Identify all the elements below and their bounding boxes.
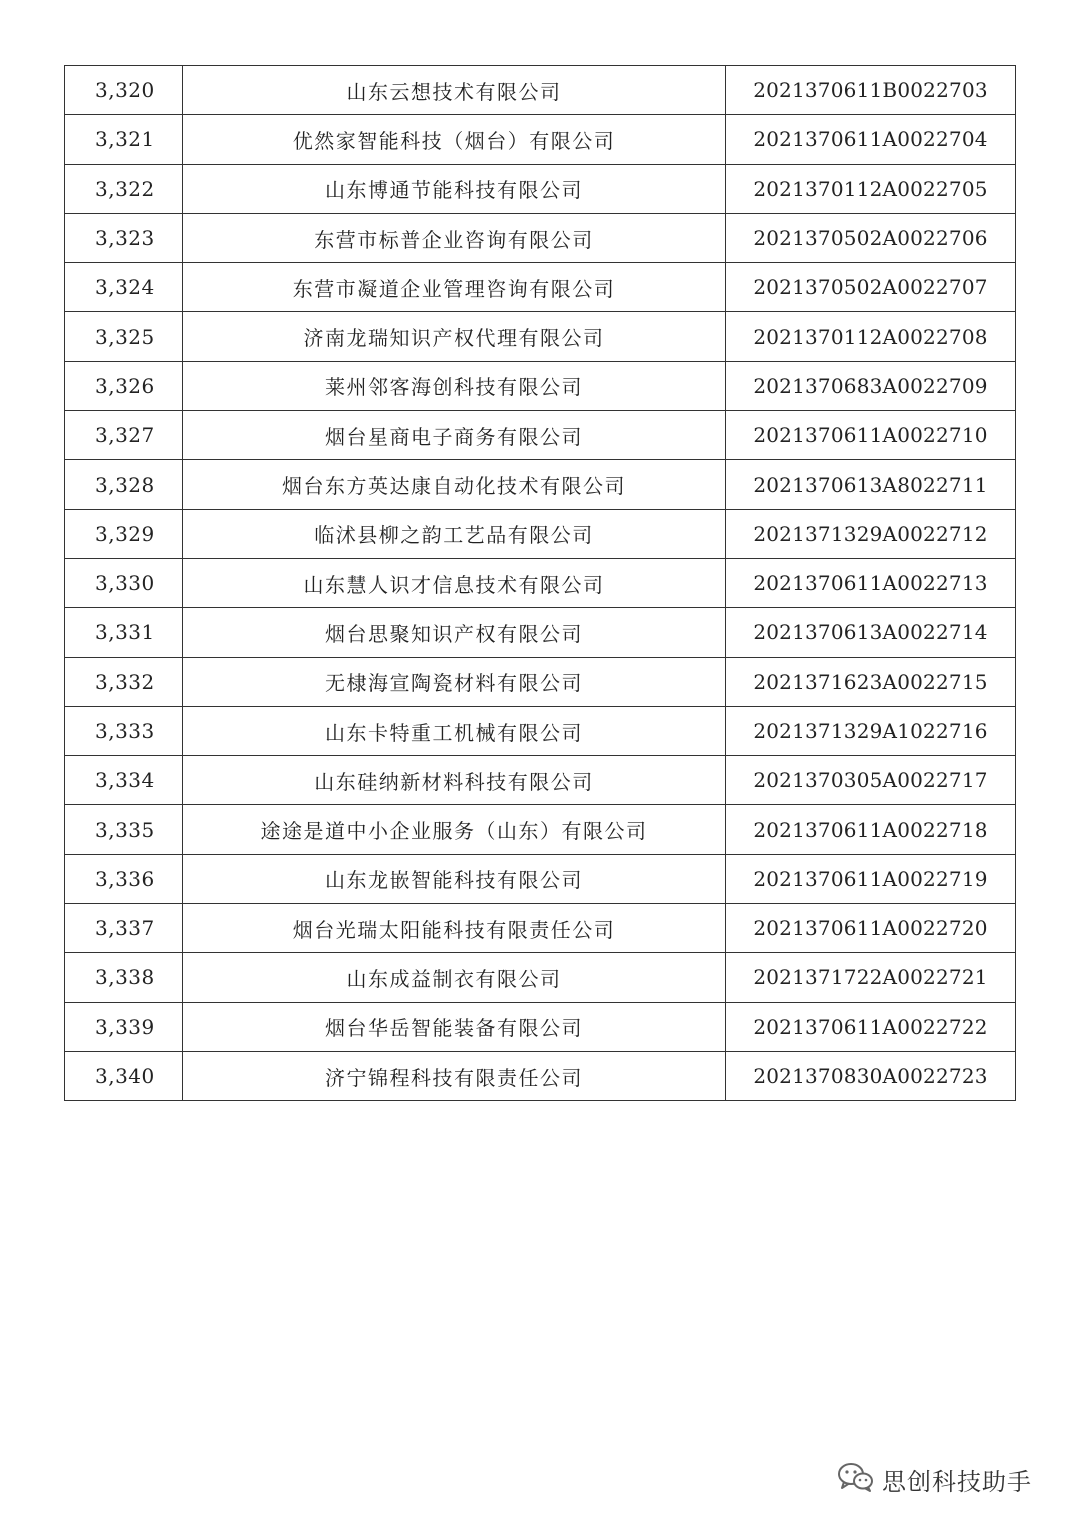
table-row [65, 115, 1016, 164]
company-name: 烟台思聚知识产权有限公司 [183, 608, 726, 657]
company-name: 山东卡特重工机械有限公司 [183, 706, 726, 755]
registration-code: 2021370611A0022718 [726, 805, 1016, 854]
registration-code: 2021371329A1022716 [726, 706, 1016, 755]
table-row [65, 312, 1016, 361]
company-name: 山东龙嵌智能科技有限公司 [183, 854, 726, 903]
row-number: 3,325 [65, 312, 183, 361]
registration-code: 2021371623A0022715 [726, 657, 1016, 706]
registration-code: 2021371722A0022721 [726, 953, 1016, 1002]
row-number: 3,330 [65, 558, 183, 607]
company-name: 东营市凝道企业管理咨询有限公司 [183, 263, 726, 312]
row-number: 3,326 [65, 361, 183, 410]
company-name: 山东硅纳新材料科技有限公司 [183, 756, 726, 805]
row-number: 3,328 [65, 460, 183, 509]
company-name: 济南龙瑞知识产权代理有限公司 [183, 312, 726, 361]
company-name: 山东慧人识才信息技术有限公司 [183, 558, 726, 607]
table-row [65, 706, 1016, 755]
row-number: 3,331 [65, 608, 183, 657]
company-name: 无棣海宣陶瓷材料有限公司 [183, 657, 726, 706]
company-name: 优然家智能科技（烟台）有限公司 [183, 115, 726, 164]
table-row [65, 1051, 1016, 1100]
company-name: 烟台华岳智能装备有限公司 [183, 1002, 726, 1051]
company-name: 烟台东方英达康自动化技术有限公司 [183, 460, 726, 509]
row-number: 3,332 [65, 657, 183, 706]
registration-code: 2021370611A0022710 [726, 411, 1016, 460]
row-number: 3,339 [65, 1002, 183, 1051]
company-name: 山东博通节能科技有限公司 [183, 164, 726, 213]
company-name: 山东成益制衣有限公司 [183, 953, 726, 1002]
company-name: 临沭县柳之韵工艺品有限公司 [183, 509, 726, 558]
table-row [65, 805, 1016, 854]
registration-code: 2021370502A0022706 [726, 213, 1016, 262]
watermark [836, 1459, 1032, 1499]
table-row [65, 263, 1016, 312]
registration-code: 2021370112A0022708 [726, 312, 1016, 361]
registration-code: 2021370305A0022717 [726, 756, 1016, 805]
table-row [65, 411, 1016, 460]
table-row [65, 904, 1016, 953]
row-number: 3,320 [65, 66, 183, 115]
table-row [65, 558, 1016, 607]
row-number: 3,336 [65, 854, 183, 903]
table-row [65, 164, 1016, 213]
table-row [65, 657, 1016, 706]
row-number: 3,322 [65, 164, 183, 213]
table-row [65, 953, 1016, 1002]
company-name: 烟台星商电子商务有限公司 [183, 411, 726, 460]
registration-code: 2021371329A0022712 [726, 509, 1016, 558]
registration-code: 2021370112A0022705 [726, 164, 1016, 213]
table-row [65, 509, 1016, 558]
registration-code: 2021370502A0022707 [726, 263, 1016, 312]
registration-code: 2021370613A8022711 [726, 460, 1016, 509]
registration-code: 2021370611A0022704 [726, 115, 1016, 164]
registration-code: 2021370611A0022720 [726, 904, 1016, 953]
wechat-icon [836, 1460, 876, 1498]
table-row [65, 756, 1016, 805]
row-number: 3,337 [65, 904, 183, 953]
row-number: 3,324 [65, 263, 183, 312]
table-row [65, 361, 1016, 410]
row-number: 3,340 [65, 1051, 183, 1100]
company-name: 烟台光瑞太阳能科技有限责任公司 [183, 904, 726, 953]
company-name: 东营市标普企业咨询有限公司 [183, 213, 726, 262]
table-row [65, 854, 1016, 903]
registration-code: 2021370613A0022714 [726, 608, 1016, 657]
row-number: 3,334 [65, 756, 183, 805]
registration-code: 2021370611A0022713 [726, 558, 1016, 607]
table-row [65, 1002, 1016, 1051]
row-number: 3,321 [65, 115, 183, 164]
registration-code: 2021370611A0022719 [726, 854, 1016, 903]
row-number: 3,338 [65, 953, 183, 1002]
registration-code: 2021370611A0022722 [726, 1002, 1016, 1051]
company-name: 山东云想技术有限公司 [183, 66, 726, 115]
watermark-text: 思创科技助手 [882, 1467, 1032, 1496]
row-number: 3,327 [65, 411, 183, 460]
registration-code: 2021370611B0022703 [726, 66, 1016, 115]
company-list-table [64, 65, 1016, 1101]
row-number: 3,329 [65, 509, 183, 558]
company-name: 莱州邻客海创科技有限公司 [183, 361, 726, 410]
table-row [65, 460, 1016, 509]
table-row [65, 608, 1016, 657]
company-name: 济宁锦程科技有限责任公司 [183, 1051, 726, 1100]
registration-code: 2021370683A0022709 [726, 361, 1016, 410]
row-number: 3,335 [65, 805, 183, 854]
table-body [65, 66, 1016, 1101]
table-row [65, 213, 1016, 262]
table-row [65, 66, 1016, 115]
company-name: 途途是道中小企业服务（山东）有限公司 [183, 805, 726, 854]
row-number: 3,333 [65, 706, 183, 755]
registration-code: 2021370830A0022723 [726, 1051, 1016, 1100]
row-number: 3,323 [65, 213, 183, 262]
